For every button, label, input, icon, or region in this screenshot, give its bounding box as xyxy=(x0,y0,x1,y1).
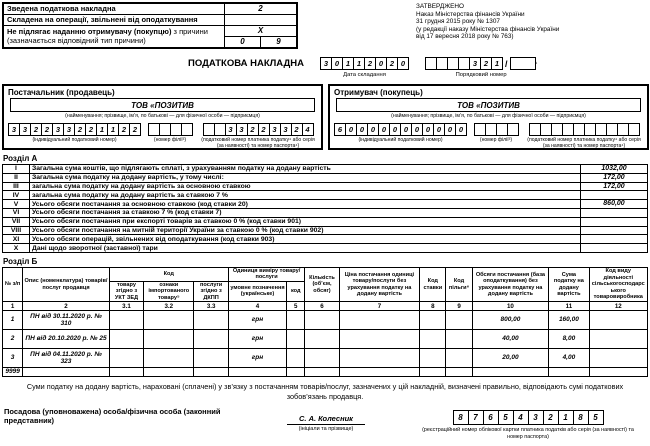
col-header: Опис (номенклатура) товарів/послуг продавця xyxy=(23,267,110,301)
table-row xyxy=(3,15,297,26)
row-value xyxy=(581,191,648,200)
serial-suffix-box xyxy=(510,57,536,70)
digit-cell: 3 xyxy=(280,123,292,136)
section-b-table xyxy=(2,267,648,377)
section-a-row xyxy=(3,200,648,209)
section-a-row xyxy=(3,165,648,174)
digit-cell: 5 xyxy=(498,410,514,425)
row-value xyxy=(581,208,648,217)
row-number: 9999 xyxy=(3,368,23,377)
cell xyxy=(287,330,305,349)
supplier-panel xyxy=(2,84,323,150)
col-header: Обсяги постачання (база оподаткування) без урахування податку на додану вартість xyxy=(472,267,549,301)
row-number: XI xyxy=(3,235,30,244)
vat-value: 4,00 xyxy=(549,349,589,368)
section-b-row xyxy=(3,349,648,368)
digit-cell: 2 xyxy=(118,123,130,136)
supplier-tax-group xyxy=(199,123,317,149)
cell xyxy=(109,311,143,330)
reg-number-boxes xyxy=(453,410,604,425)
cell xyxy=(339,349,420,368)
approved-line: (у редакції наказу Міністерства фінансів України xyxy=(416,25,560,33)
buyer-name: ТОВ «ПОЗИТИВ xyxy=(457,100,520,110)
digit-cell: 1 xyxy=(491,57,503,70)
digit-cell: 0 xyxy=(444,123,456,136)
col-header: Код пільги⁶ xyxy=(446,267,472,301)
section-b-row xyxy=(3,311,648,330)
section-a-row xyxy=(3,226,648,235)
digit-cell: 2 xyxy=(85,123,97,136)
digit-cell: 3 xyxy=(52,123,64,136)
vat-value: 160,00 xyxy=(549,311,589,330)
supplier-name-caption: (найменування; прізвище, ім’я, по батькові — для фізичної особи — підприємця) xyxy=(65,113,260,119)
cell xyxy=(446,349,472,368)
section-b-row xyxy=(3,368,648,377)
date-caption: Дата складання xyxy=(343,72,386,78)
cell xyxy=(446,311,472,330)
supplier-name: ТОВ «ПОЗИТИВ xyxy=(131,100,194,110)
buyer-panel xyxy=(328,84,649,150)
col-header: Ціна постачання одиниці товару/послуги без урахування податку на додану вартість xyxy=(339,267,420,301)
digit-cell: 0 xyxy=(455,123,467,136)
digit-cell: 0 xyxy=(345,123,357,136)
col-number: 1 xyxy=(3,302,23,311)
statement-text: Суми податку на додану вартість, нараховані (сплачені) у зв’язку з постачанням товарів/послуг, зазначених у цій накладній, визначені правильно, відповідають сумі податкових зобов’язань продавця. xyxy=(26,382,624,401)
signature-name: С. А. Колесник xyxy=(287,414,365,425)
digit-cell xyxy=(181,123,193,136)
digit-cell: 7 xyxy=(468,410,484,425)
serial-caption: Порядковий номер xyxy=(455,72,507,78)
unit-name: грн xyxy=(228,330,286,349)
row-value xyxy=(581,217,648,226)
cell xyxy=(194,349,228,368)
cell xyxy=(549,368,589,377)
cell xyxy=(420,330,446,349)
registration-block xyxy=(410,410,646,441)
cell xyxy=(589,330,647,349)
digit-cell: 2 xyxy=(30,123,42,136)
cell xyxy=(144,330,194,349)
section-a-row xyxy=(3,217,648,226)
digit-cell: 1 xyxy=(558,410,574,425)
buyer-header: Отримувач (покупець) xyxy=(334,88,423,97)
row-text: Усього обсяги постачання на митній території України за ставкою 0 % (код ставки 902) xyxy=(30,226,581,235)
cell xyxy=(305,330,339,349)
row-value: 172,00 xyxy=(581,173,648,182)
filial-caption: (номер філії³) xyxy=(153,137,187,143)
flag-label-rest: з причини xyxy=(173,27,208,37)
approved-line: ЗАТВЕРДЖЕНО xyxy=(416,3,464,10)
col-header: Код xyxy=(109,267,228,281)
buyer-numbers xyxy=(334,123,643,149)
summary-flags-table xyxy=(2,2,298,49)
buyer-filial-boxes xyxy=(474,123,519,136)
row-number: IV xyxy=(3,191,30,200)
cell xyxy=(109,349,143,368)
table-row xyxy=(3,3,297,15)
digit-cell: 6 xyxy=(334,123,346,136)
tax-invoice-page xyxy=(2,2,648,441)
supplier-filial-boxes xyxy=(148,123,193,136)
row-value: 860,00 xyxy=(581,200,648,209)
col-header: Сума податку на додану вартість xyxy=(549,267,589,301)
reg-caption: (реєстраційний номер облікової картки платника податків або серія (за наявності) та номер паспорта) xyxy=(422,427,634,440)
digit-cell xyxy=(628,123,640,136)
section-a-row xyxy=(3,235,648,244)
row-text: Усього обсяги операцій, звільнених від оподаткування (код ставки 903) xyxy=(30,235,581,244)
row-value: 1032,00 xyxy=(581,165,648,174)
digit-cell: 2 xyxy=(543,410,559,425)
cell xyxy=(339,330,420,349)
digit-cell: 3 xyxy=(320,57,332,70)
digit-cell: 1 xyxy=(353,57,365,70)
flag-value: 2 xyxy=(225,3,298,15)
flag-label-bold: Не підлягає наданню отримувачу (покупцю) xyxy=(7,27,172,37)
row-value xyxy=(581,226,648,235)
digit-cell: 0 xyxy=(400,123,412,136)
row-number: 2 xyxy=(3,330,23,349)
section-a-table xyxy=(2,164,648,253)
col-header: Одиниця виміру товару/послуги xyxy=(228,267,305,281)
col-number: 10 xyxy=(472,302,549,311)
col-number: 5 xyxy=(287,302,305,311)
digit-cell: 0 xyxy=(411,123,423,136)
cell xyxy=(144,311,194,330)
volume-value: 20,00 xyxy=(472,349,549,368)
digit-cell: 3 xyxy=(236,123,248,136)
serial-line xyxy=(425,57,537,70)
unit-name: грн xyxy=(228,349,286,368)
supplier-filial-group xyxy=(141,123,199,149)
cell xyxy=(305,368,339,377)
col-number: 12 xyxy=(589,302,647,311)
digit-cell: 0 xyxy=(422,123,434,136)
cell xyxy=(446,330,472,349)
row-text: загальна сума податку на додану вартість за ставкою 7 % xyxy=(30,191,581,200)
col-number: 6 xyxy=(305,302,339,311)
digit-cell: 3 xyxy=(8,123,20,136)
row-number: 3 xyxy=(3,349,23,368)
flag-label-note: (зазначається відповідний тип причини) xyxy=(7,35,146,45)
row-value xyxy=(581,235,648,244)
flag-label: Складена на операції, звільнені від оподаткування xyxy=(3,15,225,26)
row-number: V xyxy=(3,200,30,209)
digit-cell: 0 xyxy=(356,123,368,136)
digit-cell: 2 xyxy=(364,57,376,70)
row-number: III xyxy=(3,182,30,191)
cell xyxy=(109,330,143,349)
cell xyxy=(144,368,194,377)
digit-cell: 2 xyxy=(74,123,86,136)
itn-caption: (індивідуальний податковий номер) xyxy=(32,137,117,143)
cell xyxy=(420,368,446,377)
row-number: VII xyxy=(3,217,30,226)
cell xyxy=(589,349,647,368)
section-b-colnum-row xyxy=(3,302,648,311)
digit-cell: 3 xyxy=(469,57,481,70)
flag-value: X xyxy=(225,26,298,37)
digit-cell: 2 xyxy=(41,123,53,136)
cell xyxy=(446,368,472,377)
approved-line: Наказ Міністерства фінансів України xyxy=(416,10,525,18)
row-number: I xyxy=(3,165,30,174)
flag-label xyxy=(3,26,225,49)
footer-area xyxy=(4,407,646,441)
cell xyxy=(420,349,446,368)
supplier-numbers xyxy=(8,123,317,149)
digit-cell: 5 xyxy=(588,410,604,425)
digit-cell: 8 xyxy=(573,410,589,425)
buyer-tax-group xyxy=(525,123,643,149)
col-header: Код ставки xyxy=(420,267,446,301)
date-boxes xyxy=(320,57,409,70)
col-number: 8 xyxy=(420,302,446,311)
digit-cell: 3 xyxy=(63,123,75,136)
supplier-itn-boxes xyxy=(8,123,141,136)
col-header: Кількість (об’єм, обсяг) xyxy=(305,267,339,301)
table-row xyxy=(3,26,297,37)
item-description: ПН від 30.11.2020 р. № 310 xyxy=(23,311,110,330)
digit-cell: 3 xyxy=(19,123,31,136)
serial-group xyxy=(425,57,537,78)
doc-title-row xyxy=(188,57,648,78)
parties-area xyxy=(2,84,648,150)
row-number: VI xyxy=(3,208,30,217)
col-header: ознаки імпортованого товару⁵ xyxy=(144,281,194,301)
row-text: Усього обсяги постачання за основною ставкою (код ставки 20) xyxy=(30,200,581,209)
digit-cell: 2 xyxy=(258,123,270,136)
signature-block xyxy=(242,414,410,432)
digit-cell: 1 xyxy=(107,123,119,136)
supplier-itn-group xyxy=(8,123,141,149)
section-b-label: Розділ Б xyxy=(3,256,38,266)
col-header: умовне позначення (українське) xyxy=(228,281,286,301)
official-label: Посадова (уповноважена) особа/фізична особа (законний представник) xyxy=(4,407,221,426)
cell xyxy=(287,311,305,330)
tax-caption: (податковий номер платника податку⁴ або серія (за наявності) та номер паспорта⁴) xyxy=(527,137,641,150)
cell xyxy=(589,368,647,377)
digit-cell: 8 xyxy=(453,410,469,425)
col-number: 3.3 xyxy=(194,302,228,311)
itn-caption: (індивідуальний податковий номер) xyxy=(358,137,443,143)
item-description: ПН від 04.11.2020 р. № 323 xyxy=(23,349,110,368)
section-a-row xyxy=(3,173,648,182)
col-number: 2 xyxy=(23,302,110,311)
buyer-itn-group xyxy=(334,123,467,149)
digit-cell: 1 xyxy=(342,57,354,70)
reason-type-digit: 9 xyxy=(261,37,298,49)
digit-cell: 2 xyxy=(129,123,141,136)
col-number: 4 xyxy=(228,302,286,311)
approved-block xyxy=(416,2,648,41)
digit-cell: 0 xyxy=(367,123,379,136)
cell xyxy=(305,311,339,330)
section-a-row xyxy=(3,244,648,253)
flag-value xyxy=(225,15,298,26)
col-header: товару згідно з УКТ ЗЕД xyxy=(109,281,143,301)
digit-cell: 2 xyxy=(480,57,492,70)
digit-cell: 0 xyxy=(378,123,390,136)
item-description: ПН від 20.10.2020 р. № 25 xyxy=(23,330,110,349)
cell xyxy=(109,368,143,377)
section-a-row xyxy=(3,191,648,200)
cell xyxy=(194,330,228,349)
row-text: загальна сума податку на додану вартість за основною ставкою xyxy=(30,182,581,191)
digit-cell: 0 xyxy=(331,57,343,70)
row-text: Усього обсяги постачання за ставкою 7 % (код ставки 7) xyxy=(30,208,581,217)
cell xyxy=(472,368,549,377)
digit-cell: 0 xyxy=(375,57,387,70)
row-text: Загальна сума податку на додану вартість, у тому числі: xyxy=(30,173,581,182)
flag-label: Зведена податкова накладна xyxy=(3,3,225,15)
col-number: 9 xyxy=(446,302,472,311)
cell xyxy=(305,349,339,368)
cell xyxy=(287,349,305,368)
signature-caption: (ініціали та прізвище) xyxy=(298,426,354,433)
unit-name: грн xyxy=(228,311,286,330)
col-header: послуги згідно з ДКПП xyxy=(194,281,228,301)
vat-value: 8,00 xyxy=(549,330,589,349)
buyer-itn-boxes xyxy=(334,123,467,136)
row-number: VIII xyxy=(3,226,30,235)
digit-cell: 2 xyxy=(247,123,259,136)
reason-type-digit: 0 xyxy=(225,37,261,49)
cell xyxy=(420,311,446,330)
serial-boxes xyxy=(425,57,503,70)
row-value: 172,00 xyxy=(581,182,648,191)
supplier-name-box xyxy=(10,98,315,112)
buyer-name-caption: (найменування; прізвище, ім’я, по батькові — для фізичної особи — підприємця) xyxy=(391,113,586,119)
digit-cell: 0 xyxy=(433,123,445,136)
digit-cell: 0 xyxy=(397,57,409,70)
digit-cell: 3 xyxy=(269,123,281,136)
section-a-row xyxy=(3,182,648,191)
cell xyxy=(194,311,228,330)
digit-cell xyxy=(507,123,519,136)
digit-cell: 1 xyxy=(96,123,108,136)
digit-cell: 4 xyxy=(302,123,314,136)
approved-line: від 17 вересня 2018 року № 763) xyxy=(416,33,514,41)
buyer-name-box xyxy=(336,98,641,112)
col-header: код xyxy=(287,281,305,301)
cell xyxy=(144,349,194,368)
page-title: ПОДАТКОВА НАКЛАДНА xyxy=(188,58,305,69)
cell xyxy=(228,368,286,377)
col-number: 3.2 xyxy=(144,302,194,311)
digit-cell: 4 xyxy=(513,410,529,425)
row-number: II xyxy=(3,173,30,182)
digit-cell: 0 xyxy=(389,123,401,136)
cell xyxy=(589,311,647,330)
cell xyxy=(339,311,420,330)
digit-cell: 3 xyxy=(225,123,237,136)
approved-line: 31 грудня 2015 року № 1307 xyxy=(416,18,500,26)
volume-value: 40,00 xyxy=(472,330,549,349)
section-b-header-row xyxy=(3,267,648,281)
supplier-header: Постачальник (продавець) xyxy=(8,88,115,97)
row-value xyxy=(581,244,648,253)
row-number: X xyxy=(3,244,30,253)
digit-cell: 2 xyxy=(386,57,398,70)
cell xyxy=(287,368,305,377)
buyer-tax-boxes xyxy=(529,123,640,136)
col-header: № з/п xyxy=(3,267,23,301)
col-number: 11 xyxy=(549,302,589,311)
digit-cell: 2 xyxy=(291,123,303,136)
top-area xyxy=(2,2,648,49)
supplier-tax-boxes xyxy=(203,123,314,136)
section-a-label: Розділ А xyxy=(3,154,38,163)
serial-footnote: ¹ xyxy=(535,60,538,67)
buyer-filial-group xyxy=(467,123,525,149)
cell xyxy=(194,368,228,377)
tax-caption: (податковий номер платника податку⁴ або серія (за наявності) та номер паспорта⁴) xyxy=(201,137,315,150)
filial-caption: (номер філії³) xyxy=(479,137,513,143)
digit-cell: 6 xyxy=(483,410,499,425)
volume-value: 800,00 xyxy=(472,311,549,330)
row-number: 1 xyxy=(3,311,23,330)
serial-slash: / xyxy=(505,58,508,69)
col-number: 3.1 xyxy=(109,302,143,311)
row-text: Дані щодо зворотної (заставної) тари xyxy=(30,244,581,253)
cell xyxy=(23,368,110,377)
section-a-row xyxy=(3,208,648,217)
col-number: 7 xyxy=(339,302,420,311)
section-b-row xyxy=(3,330,648,349)
cell xyxy=(339,368,420,377)
date-group xyxy=(320,57,409,78)
row-text: Усього обсяги постачання при експорті товарів за ставкою 0 % (код ставки 901) xyxy=(30,217,581,226)
row-text: Загальна сума коштів, що підлягають сплаті, з урахуванням податку на додану вартість xyxy=(30,165,581,174)
col-header: Код виду діяльності сільськогосподарського товаровиробника xyxy=(589,267,647,301)
digit-cell: 3 xyxy=(528,410,544,425)
